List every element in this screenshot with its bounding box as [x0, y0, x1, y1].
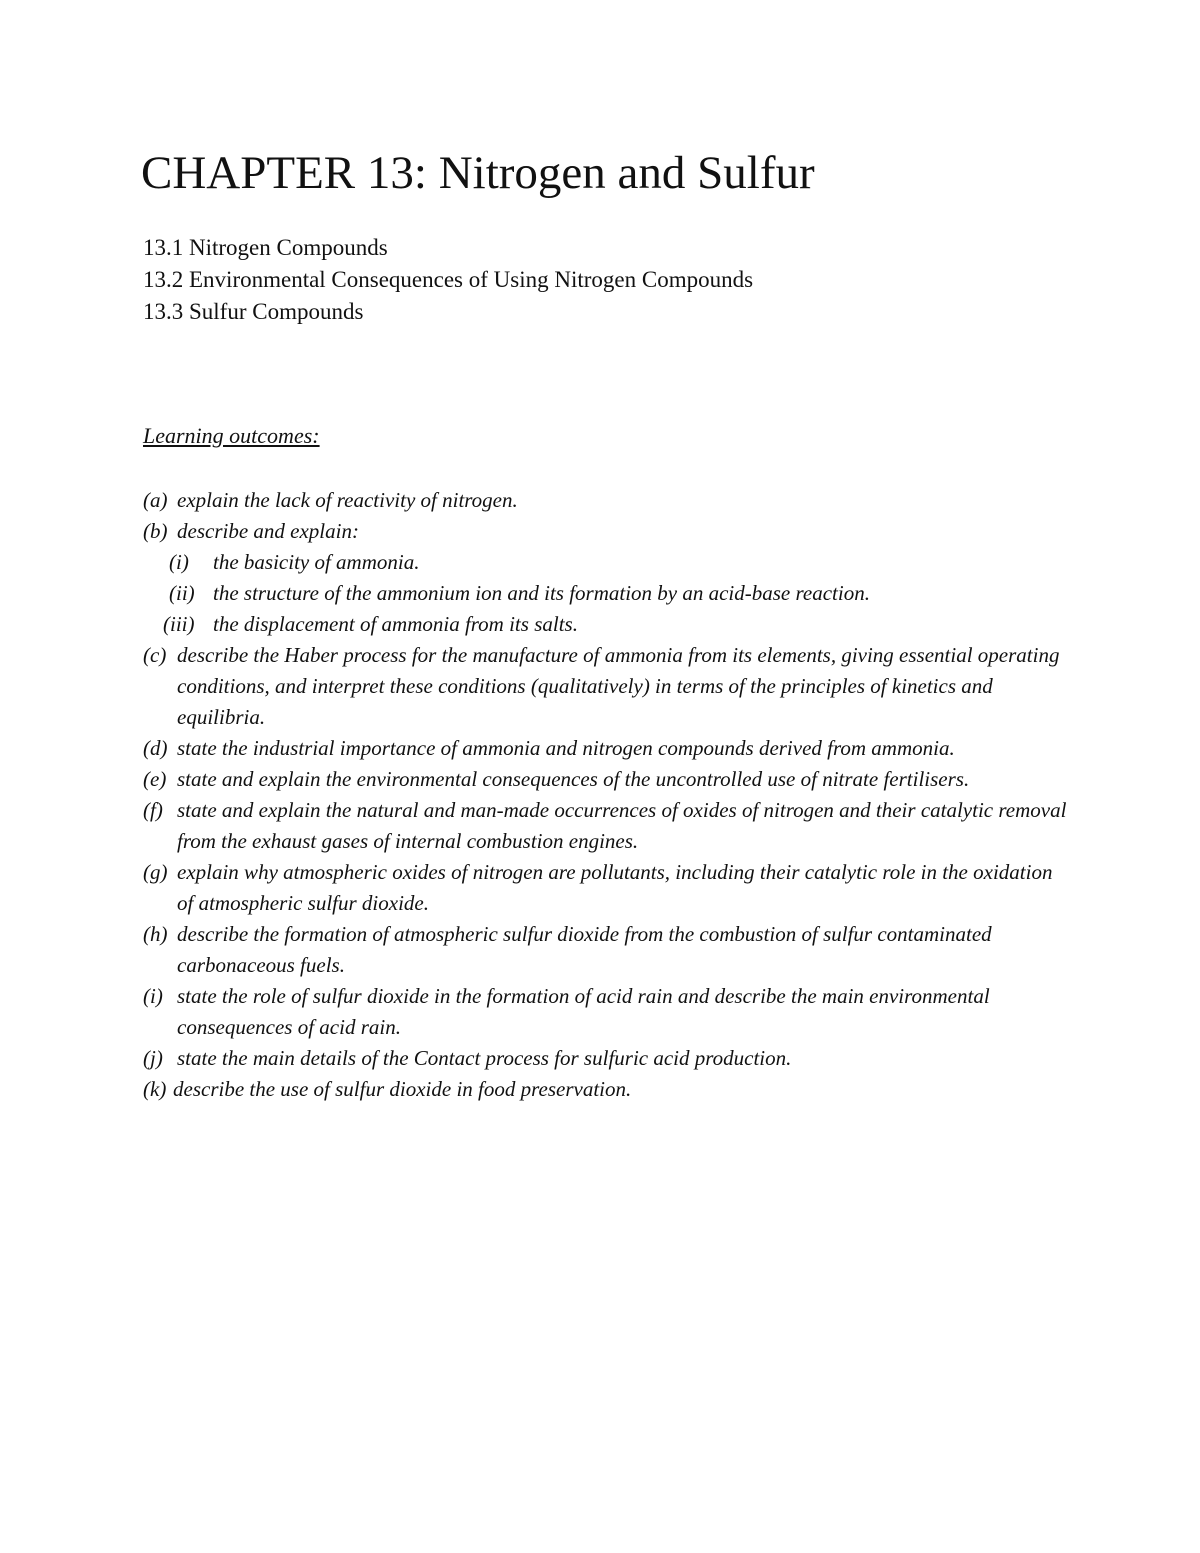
outcome-item	[143, 857, 1073, 919]
outcome-marker: (iii)	[163, 612, 195, 636]
outcome-text: describe the Haber process for the manufacture of ammonia from its elements, giving essential operating conditions, and interpret these conditions (qualitatively) in terms of the principles of kinetics and equilibria.	[177, 643, 1060, 729]
section-item: 13.3 Sulfur Compounds	[143, 299, 364, 324]
chapter-title: CHAPTER 13: Nitrogen and Sulfur	[141, 147, 815, 199]
outcome-item	[143, 981, 1073, 1043]
outcome-text: describe and explain:	[177, 519, 359, 543]
outcome-marker: (h)	[143, 922, 168, 946]
outcome-marker: (f)	[143, 798, 163, 822]
section-list	[143, 232, 753, 328]
section-item: 13.2 Environmental Consequences of Using Nitrogen Compounds	[143, 267, 754, 292]
outcome-marker: (i)	[169, 550, 189, 574]
outcome-subitem	[143, 609, 1073, 640]
outcome-item	[143, 733, 1073, 764]
outcome-marker: (a)	[143, 488, 168, 512]
outcome-item	[143, 640, 1073, 733]
outcome-text: describe the formation of atmospheric sulfur dioxide from the combustion of sulfur contaminated carbonaceous fuels.	[177, 922, 992, 977]
outcome-marker: (i)	[143, 984, 163, 1008]
outcome-text: state the role of sulfur dioxide in the formation of acid rain and describe the main environmental consequences of acid rain.	[177, 984, 990, 1039]
outcome-text: describe the use of sulfur dioxide in food preservation.	[173, 1077, 632, 1101]
learning-outcomes-heading: Learning outcomes:	[143, 423, 320, 448]
outcome-text: the basicity of ammonia.	[213, 550, 420, 574]
outcome-marker: (k)	[143, 1077, 167, 1101]
outcome-marker: (g)	[143, 860, 168, 884]
outcome-item	[143, 485, 1073, 516]
outcome-text: state the industrial importance of ammonia and nitrogen compounds derived from ammonia.	[177, 736, 955, 760]
outcome-text: explain the lack of reactivity of nitrogen.	[177, 488, 518, 512]
outcome-item	[143, 516, 1073, 547]
outcome-marker: (c)	[143, 643, 167, 667]
outcome-text: state and explain the environmental consequences of the uncontrolled use of nitrate fertilisers.	[177, 767, 970, 791]
outcome-marker: (ii)	[169, 581, 195, 605]
outcome-marker: (e)	[143, 767, 167, 791]
outcome-marker: (d)	[143, 736, 168, 760]
learning-outcomes-list	[143, 485, 1073, 1105]
outcome-text: the structure of the ammonium ion and its formation by an acid-base reaction.	[213, 581, 870, 605]
outcome-subitem	[143, 578, 1073, 609]
section-item: 13.1 Nitrogen Compounds	[143, 235, 388, 260]
outcome-subitem	[143, 547, 1073, 578]
outcome-item	[143, 764, 1073, 795]
outcome-text: explain why atmospheric oxides of nitrogen are pollutants, including their catalytic role in the oxidation of atmospheric sulfur dioxide.	[177, 860, 1053, 915]
outcome-item	[143, 795, 1073, 857]
outcome-marker: (j)	[143, 1046, 163, 1070]
outcome-item	[143, 1043, 1073, 1074]
outcome-text: the displacement of ammonia from its salts.	[213, 612, 578, 636]
outcome-text: state the main details of the Contact process for sulfuric acid production.	[177, 1046, 792, 1070]
outcome-item	[143, 1074, 1073, 1105]
outcome-text: state and explain the natural and man-made occurrences of oxides of nitrogen and their catalytic removal from the exhaust gases of internal combustion engines.	[177, 798, 1067, 853]
outcome-marker: (b)	[143, 519, 168, 543]
outcome-item	[143, 919, 1073, 981]
